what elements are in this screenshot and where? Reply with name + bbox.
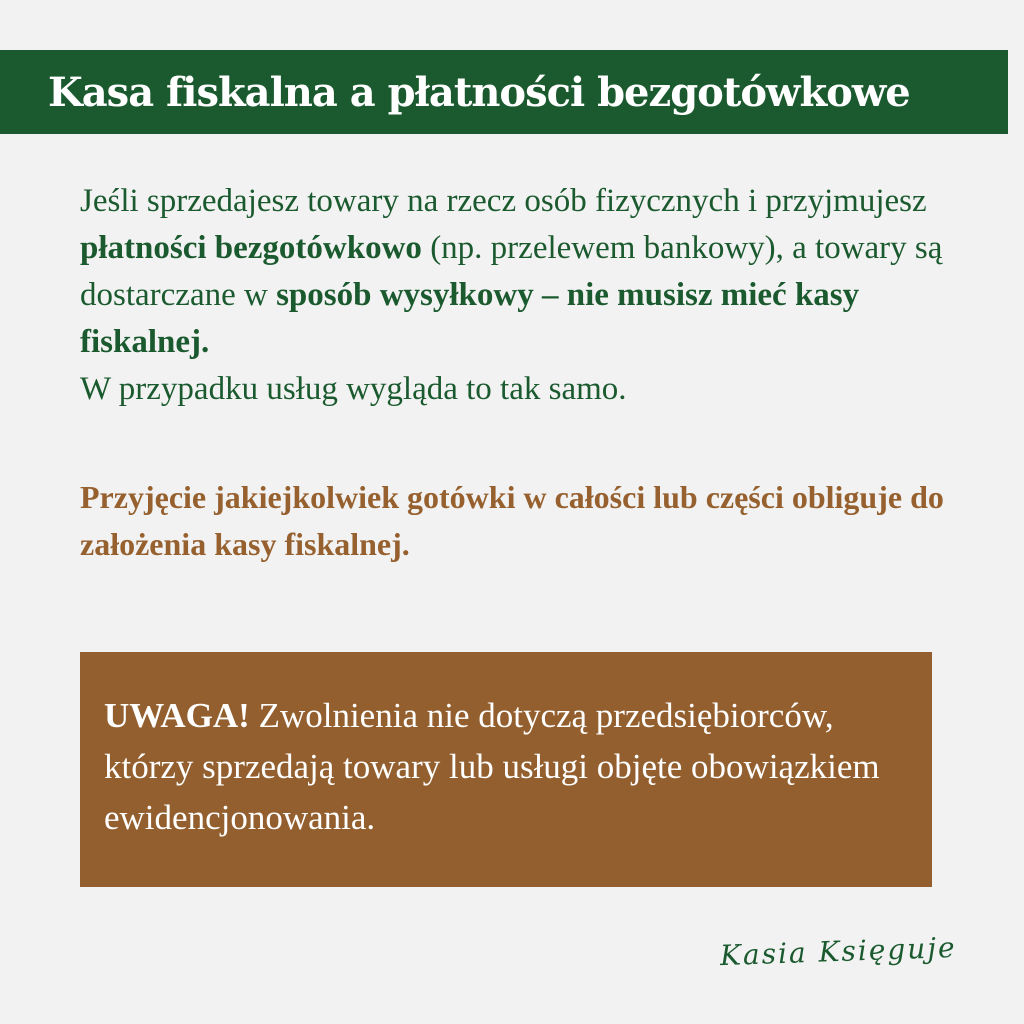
intro-bold-2: sposób wysyłkowy – nie musisz mieć kasy fiskalnej. [80,277,860,360]
intro-part-2: (np. przelewem bankowy), a towary są dostarczane w [80,230,943,313]
intro-part-1: Jeśli sprzedajesz towary na rzecz osób fizycznych i przyjmujesz [80,183,927,219]
note-label: UWAGA! [104,696,250,735]
note-body: Zwolnienia nie dotyczą przedsiębiorców, którzy sprzedają towary lub usługi objęte obowiązkiem ewidencjonowania. [104,696,880,837]
note-box [80,652,932,887]
title-banner [0,50,1008,134]
intro-line-2: W przypadku usług wygląda to tak samo. [80,371,627,407]
cash-warning: Przyjęcie jakiejkolwiek gotówki w całości lub części obliguje do założenia kasy fiskalnej. [80,479,944,562]
intro-bold-1: płatności bezgotówkowo [80,230,422,266]
signature: Kasia Księguje [719,930,958,973]
intro-text [80,178,960,366]
intro-paragraph [80,178,960,413]
note-text [104,690,908,843]
page-title: Kasa fiskalna a płatności bezgotówkowe [48,68,910,116]
